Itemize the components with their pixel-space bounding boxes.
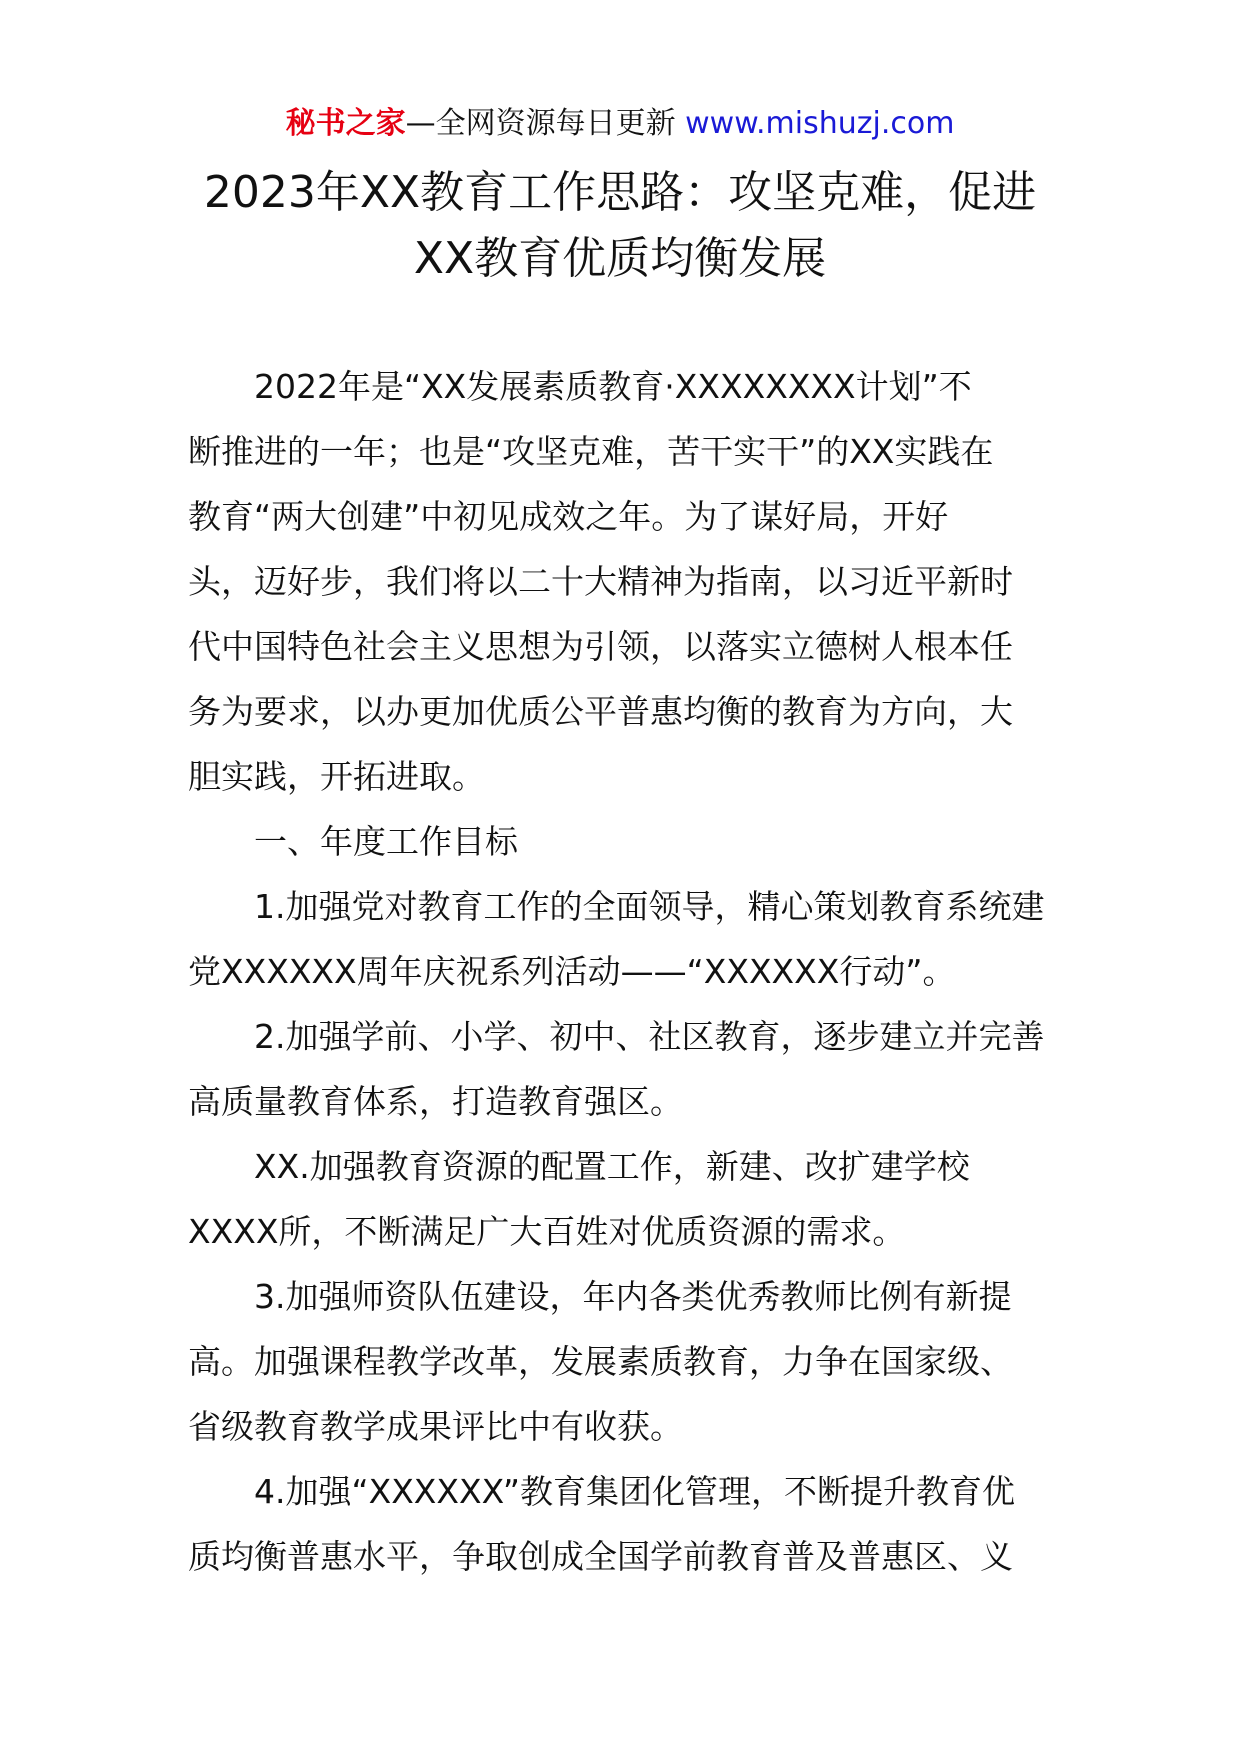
- paragraph-line: 4.加强“XXXXXX”教育集团化管理，不断提升教育优: [254, 1472, 1015, 1511]
- paragraph-line: 1.加强党对教育工作的全面领导，精心策划教育系统建: [254, 887, 1045, 926]
- section-heading: [188, 809, 1056, 874]
- document-title: [150, 160, 1090, 292]
- paragraph-line: 2022年是“XX发展素质教育·XXXXXXXX计划”不: [254, 367, 972, 406]
- paragraph-line: 断推进的一年；也是“攻坚克难，苦干实干”的XX实践在: [188, 432, 994, 471]
- intro-paragraph: [188, 354, 1056, 809]
- paragraph-line: 胆实践，开拓进取。: [188, 757, 485, 796]
- site-header: [0, 100, 1240, 148]
- paragraph-line: 头，迈好步，我们将以二十大精神为指南，以习近平新时: [188, 562, 1013, 601]
- paragraph-line: 党XXXXXX周年庆祝系列活动——“XXXXXX行动”。: [188, 952, 956, 991]
- title-line-1: 2023年XX教育工作思路：攻坚克难，促进: [203, 167, 1037, 218]
- site-url-link[interactable]: www.mishuzj.com: [685, 106, 955, 141]
- goal-item-2: [188, 1004, 1056, 1134]
- paragraph-line: 教育“两大创建”中初见成效之年。为了谋好局，开好: [188, 497, 949, 536]
- goal-item-xx: [188, 1134, 1056, 1264]
- paragraph-line: XXXX所，不断满足广大百姓对优质资源的需求。: [188, 1212, 906, 1251]
- paragraph-line: 质均衡普惠水平，争取创成全国学前教育普及普惠区、义: [188, 1537, 1013, 1576]
- document-body: [188, 354, 1056, 1589]
- header-slogan: —全网资源每日更新: [405, 106, 676, 141]
- paragraph-line: 高质量教育体系，打造教育强区。: [188, 1082, 683, 1121]
- goal-item-3: [188, 1264, 1056, 1459]
- paragraph-line: XX.加强教育资源的配置工作，新建、改扩建学校: [254, 1147, 970, 1186]
- paragraph-line: 3.加强师资队伍建设，年内各类优秀教师比例有新提: [254, 1277, 1012, 1316]
- paragraph-line: 2.加强学前、小学、初中、社区教育，逐步建立并完善: [254, 1017, 1045, 1056]
- paragraph-line: 代中国特色社会主义思想为引领，以落实立德树人根本任: [188, 627, 1013, 666]
- paragraph-line: 高。加强课程教学改革，发展素质教育，力争在国家级、: [188, 1342, 1013, 1381]
- brand-name: 秘书之家: [285, 106, 406, 141]
- paragraph-line: 务为要求，以办更加优质公平普惠均衡的教育为方向，大: [188, 692, 1013, 731]
- goal-item-1: [188, 874, 1056, 1004]
- title-line-2: XX教育优质均衡发展: [413, 233, 827, 284]
- paragraph-line: 省级教育教学成果评比中有收获。: [188, 1407, 683, 1446]
- section-heading-text: 一、年度工作目标: [254, 822, 518, 861]
- goal-item-4: [188, 1459, 1056, 1589]
